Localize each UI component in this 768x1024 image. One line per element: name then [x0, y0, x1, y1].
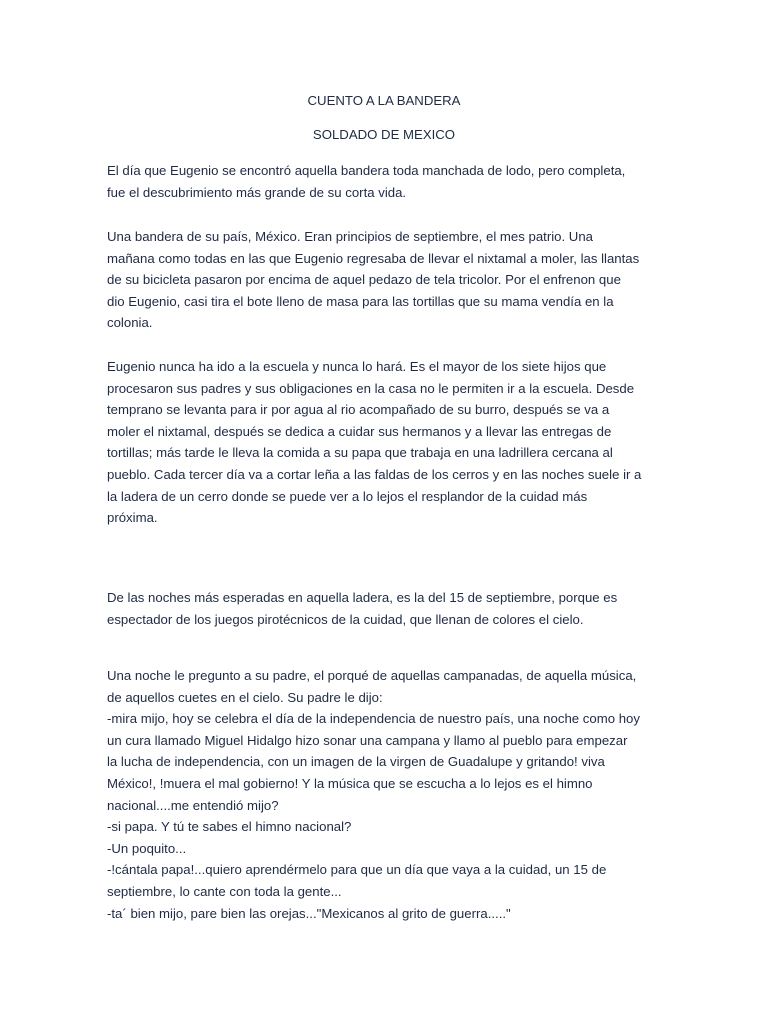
- text-line: la ladera de un cerro donde se puede ver a lo lejos el resplandor de la cuidad más: [107, 488, 588, 504]
- text-line: México!, !muera el mal gobierno! Y la música que se escucha a lo lejos es el himno: [107, 775, 593, 791]
- text-line: la lucha de independencia, con un imagen de la virgen de Guadalupe y gritando! viva: [107, 754, 605, 770]
- text-line: colonia.: [107, 315, 153, 331]
- text-line: -ta´ bien mijo, pare bien las orejas..."Mexicanos al grito de guerra.....": [107, 905, 511, 921]
- paragraph-5: [107, 665, 667, 924]
- text-line: mañana como todas en las que Eugenio regresaba de llevar el nixtamal a moler, las llantas: [107, 250, 640, 266]
- text-line: Eugenio nunca ha ido a la escuela y nunca lo hará. Es el mayor de los siete hijos que: [107, 359, 607, 374]
- text-line: Una noche le pregunto a su padre, el porqué de aquellas campanadas, de aquella música,: [107, 668, 637, 683]
- paragraph-3: [107, 356, 667, 529]
- text-line: -!cántala papa!...quiero aprendérmelo para que un día que vaya a la cuidad, un 15 de: [107, 862, 607, 878]
- text-line: septiembre, lo cante con toda la gente...: [107, 883, 342, 899]
- text-line: Una bandera de su país, México. Eran principios de septiembre, el mes patrio. Una: [107, 229, 593, 244]
- document-subtitle: SOLDADO DE MEXICO: [312, 127, 456, 142]
- text-line: dio Eugenio, casi tira el bote lleno de masa para las tortillas que su mama vendía en la: [107, 293, 614, 309]
- text-line: -si papa. Y tú te sabes el himno nacional?: [107, 819, 352, 835]
- text-line: pueblo. Cada tercer día va a cortar leña a las faldas de los cerros y en las noches suele ir a: [107, 466, 642, 482]
- document-title: CUENTO A LA BANDERA: [307, 93, 461, 108]
- text-line: próxima.: [107, 510, 158, 526]
- text-line: De las noches más esperadas en aquella ladera, es la del 15 de septiembre, porque es: [107, 590, 618, 605]
- text-line: un cura llamado Miguel Hidalgo hizo sonar una campana y llamo al pueblo para empezar: [107, 732, 628, 748]
- text-line: procesaron sus padres y sus obligaciones en la casa no le permiten ir a la escuela. Desde: [107, 380, 635, 396]
- text-line: fue el descubrimiento más grande de su corta vida.: [107, 184, 407, 200]
- text-line: -Un poquito...: [107, 840, 187, 856]
- paragraph-4: [107, 587, 667, 630]
- text-line: moler el nixtamal, después se dedica a cuidar sus hermanos y a llevar las entregas de: [107, 423, 612, 439]
- paragraph-2: [107, 226, 667, 334]
- text-line: espectador de los juegos pirotécnicos de la cuidad, que llenan de colores el cielo.: [107, 611, 584, 627]
- text-line: nacional....me entendió mijo?: [107, 797, 279, 813]
- text-line: temprano se levanta para ir por agua al rio acompañado de su burro, después se va a: [107, 402, 610, 418]
- paragraph-1: [107, 160, 667, 203]
- text-line: El día que Eugenio se encontró aquella bandera toda manchada de lodo, pero completa,: [107, 163, 626, 178]
- text-line: -mira mijo, hoy se celebra el día de la independencia de nuestro país, una noche como hoy: [107, 711, 640, 727]
- text-line: de aquellos cuetes en el cielo. Su padre le dijo:: [107, 689, 383, 705]
- text-line: tortillas; más tarde le lleva la comida a su papa que trabaja en una ladrillera cercana al: [107, 445, 613, 461]
- text-line: de su bicicleta pasaron por encima de aquel pedazo de tela tricolor. Por el enfrenon que: [107, 272, 621, 288]
